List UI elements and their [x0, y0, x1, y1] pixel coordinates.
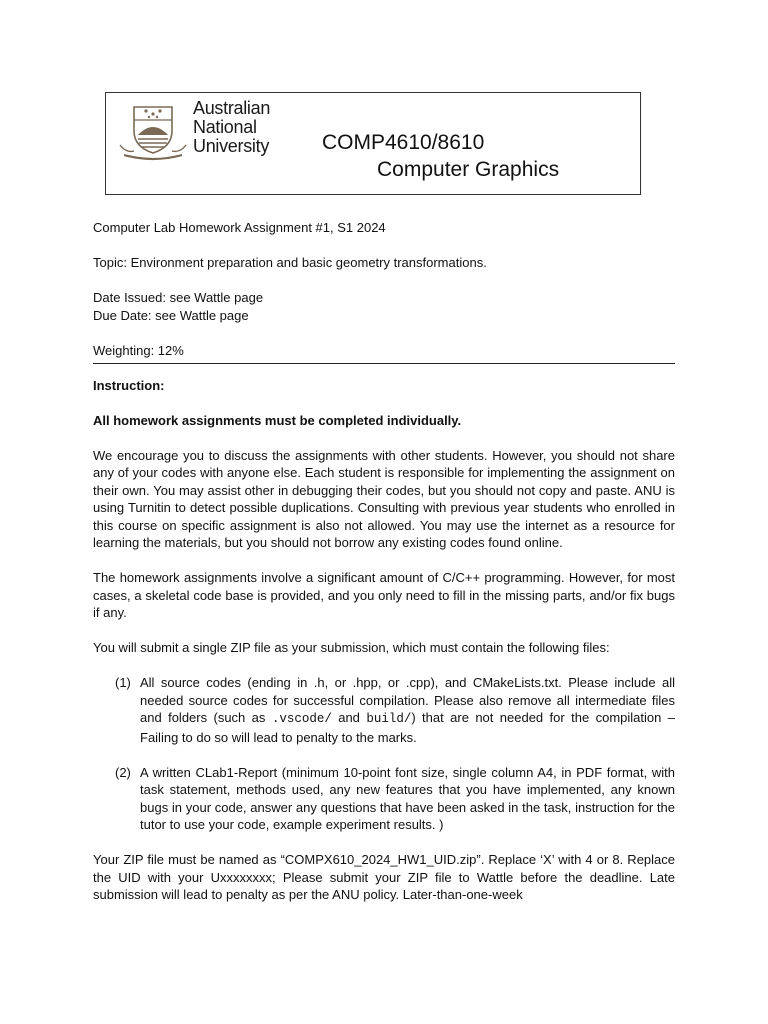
para-programming: The homework assignments involve a significant amount of C/C++ programming. However, for most cases, a skeletal code base is provided, and you only need to fill in the missing parts, and/or fix bugs if any.	[93, 570, 675, 620]
anu-crest-logo	[118, 101, 188, 161]
university-name-line3: University	[193, 136, 270, 156]
date-issued: Date Issued: see Wattle page	[93, 290, 264, 305]
individual-notice: All homework assignments must be completed individually.	[93, 412, 462, 428]
item1-text-a: All source codes (ending in .h, or .hpp, or .cpp), and CMakeLists.txt. Please include all needed source codes for successful compilation. Please also remove all intermediate files and folders (such as	[140, 675, 675, 725]
document-body	[93, 219, 675, 921]
list-item-2	[93, 764, 675, 834]
item1-text-c: ) that are not needed for the compilation – Failing to do so will lead to penalty to the marks.	[140, 710, 675, 745]
item2-text: A written CLab1-Report (minimum 10-point font size, single column A4, in PDF format, with task statement, methods used, any new features that you have implemented, any known bugs in your code, answer any questions that have been asked in the task, instruction for the tutor to use your code, example experiment results. )	[140, 764, 675, 832]
para-discussion: We encourage you to discuss the assignments with other students. However, you should not share any of your codes with anyone else. Each student is responsible for implementing the assignment on their own. You may assist other in debugging their codes, but you should not copy and paste. ANU is using Turnitin to detect possible duplications. Consulting with previous year students who enrolled in this course on specific assignment is also not allowed. You may use the internet as a resource for learning the materials, but you should not borrow any existing codes found online.	[93, 447, 675, 550]
para-zip: Your ZIP file must be named as “COMPX610_2024_HW1_UID.zip”. Replace ‘X’ with 4 or 8. Replace the UID with your Uxxxxxxxx; Please submit your ZIP file to Wattle before the deadline. Late submission will lead to penalty as per the ANU policy. Later-than-one-week	[93, 852, 675, 902]
assignment-title: Computer Lab Homework Assignment #1, S1 2024	[93, 220, 386, 235]
divider	[93, 363, 675, 364]
header-box	[105, 92, 641, 195]
list-number-2: (2)	[115, 764, 131, 780]
university-name-line1: Australian	[193, 98, 271, 118]
university-name	[193, 99, 270, 156]
list-number-1: (1)	[115, 675, 131, 690]
due-date: Due Date: see Wattle page	[93, 307, 249, 323]
instruction-heading: Instruction:	[93, 377, 165, 393]
item1-text-b: and	[331, 710, 367, 725]
topic: Topic: Environment preparation and basic geometry transformations.	[93, 255, 487, 270]
item1-code-build: build/	[366, 712, 412, 726]
dates	[93, 289, 675, 324]
university-name-line2: National	[193, 117, 257, 137]
item1-code-vscode: .vscode/	[271, 712, 332, 726]
weighting: Weighting: 12%	[93, 342, 184, 358]
course-name: Computer Graphics	[377, 158, 560, 181]
course-code: COMP4610/8610	[322, 131, 485, 154]
para-submit: You will submit a single ZIP file as your submission, which must contain the following files:	[93, 640, 610, 655]
list-item-1	[93, 674, 675, 746]
